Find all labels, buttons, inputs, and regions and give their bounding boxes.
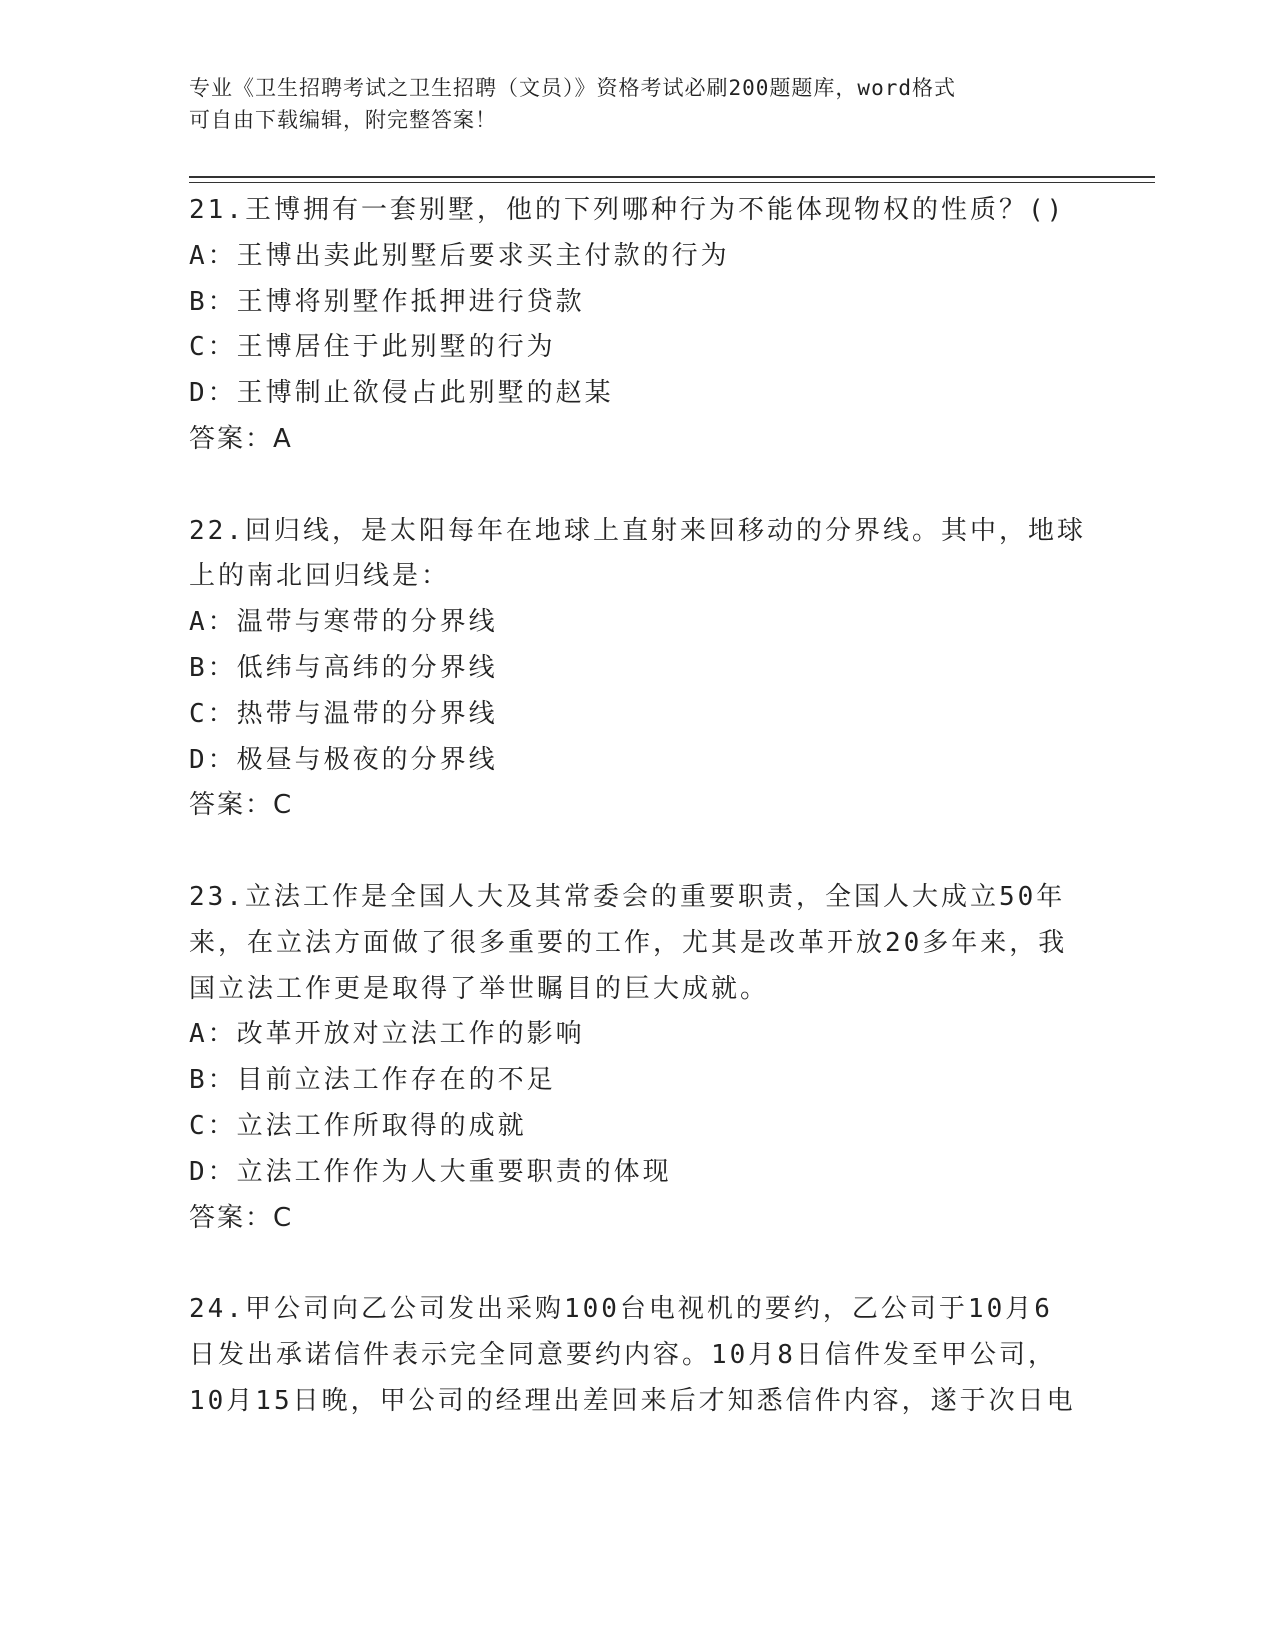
option-c: C：热带与温带的分界线 bbox=[189, 698, 498, 729]
option-d: D：极昼与极夜的分界线 bbox=[189, 744, 498, 775]
header-line-2: 可自由下载编辑，附完整答案！ bbox=[189, 108, 497, 132]
question-spacer bbox=[189, 829, 1089, 875]
question-spacer bbox=[189, 1241, 1089, 1287]
option-d: D：立法工作作为人大重要职责的体现 bbox=[189, 1156, 672, 1187]
question-spacer bbox=[189, 463, 1089, 509]
question-stem-line: 日发出承诺信件表示完全同意要约内容。10月8日信件发至甲公司， bbox=[189, 1339, 1057, 1370]
option-b: B：低纬与高纬的分界线 bbox=[189, 652, 498, 683]
header-divider-thin bbox=[189, 182, 1155, 183]
question-21 bbox=[189, 188, 1089, 463]
question-stem-line: 24.甲公司向乙公司发出采购100台电视机的要约，乙公司于10月6 bbox=[189, 1294, 1053, 1325]
header-line-1: 专业《卫生招聘考试之卫生招聘（文员）》资格考试必刷200题题库，word格式 bbox=[189, 76, 956, 100]
option-a: A：改革开放对立法工作的影响 bbox=[189, 1019, 585, 1050]
option-a: A：王博出卖此别墅后要求买主付款的行为 bbox=[189, 240, 730, 271]
answer-line: 答案：C bbox=[189, 1202, 294, 1233]
header-divider-thick bbox=[189, 176, 1155, 178]
question-24 bbox=[189, 1287, 1089, 1424]
option-b: B：目前立法工作存在的不足 bbox=[189, 1065, 556, 1096]
option-a: A：温带与寒带的分界线 bbox=[189, 607, 498, 638]
question-stem-line: 22.回归线，是太阳每年在地球上直射来回移动的分界线。其中，地球 bbox=[189, 515, 1086, 546]
question-stem-line: 国立法工作更是取得了举世瞩目的巨大成就。 bbox=[189, 973, 770, 1004]
question-23 bbox=[189, 875, 1089, 1241]
answer-line: 答案：C bbox=[189, 790, 294, 821]
option-d: D：王博制止欲侵占此别墅的赵某 bbox=[189, 378, 614, 409]
question-22 bbox=[189, 509, 1089, 830]
option-c: C：立法工作所取得的成就 bbox=[189, 1110, 527, 1141]
answer-line: 答案：A bbox=[189, 423, 293, 454]
option-c: C：王博居住于此别墅的行为 bbox=[189, 332, 556, 363]
question-stem-line: 23.立法工作是全国人大及其常委会的重要职责，全国人大成立50年 bbox=[189, 881, 1066, 912]
question-stem-line: 21.王博拥有一套别墅，他的下列哪种行为不能体现物权的性质？() bbox=[189, 195, 1066, 225]
question-stem-line: 来，在立法方面做了很多重要的工作，尤其是改革开放20多年来，我 bbox=[189, 927, 1068, 958]
document-header bbox=[189, 72, 1069, 136]
question-stem-line: 10月15日晚，甲公司的经理出差回来后才知悉信件内容，遂于次日电 bbox=[189, 1385, 1076, 1416]
question-stem-line: 上的南北回归线是： bbox=[189, 561, 451, 592]
option-b: B：王博将别墅作抵押进行贷款 bbox=[189, 286, 585, 317]
question-list bbox=[189, 188, 1089, 1425]
